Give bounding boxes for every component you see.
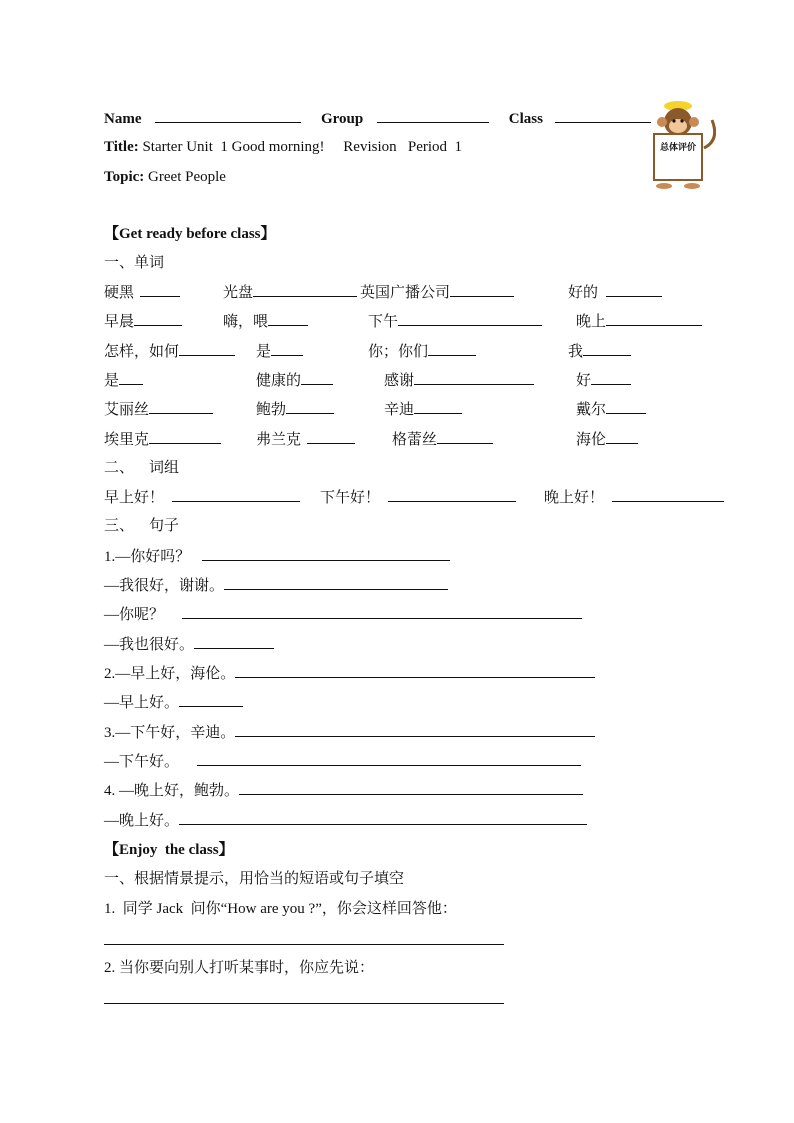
answer-blank[interactable] — [224, 575, 448, 590]
name-field[interactable] — [155, 108, 301, 123]
section-get-ready: 【Get ready before class】 — [104, 226, 276, 242]
answer-blank[interactable] — [172, 487, 300, 502]
word-item: 嗨，喂 — [223, 311, 308, 332]
answer-blank[interactable] — [301, 370, 333, 385]
answer-blank[interactable] — [388, 487, 516, 502]
header-row — [104, 108, 651, 129]
answer-blank[interactable] — [182, 604, 582, 619]
answer-blank[interactable] — [239, 780, 583, 795]
section-enjoy: 【Enjoy the class】 — [104, 842, 234, 858]
title-row — [104, 137, 462, 157]
answer-blank[interactable] — [450, 282, 514, 297]
sentence-item: 1.—你好吗？ — [104, 546, 450, 567]
answer-blank[interactable] — [179, 341, 235, 356]
answer-blank[interactable] — [149, 399, 213, 414]
monkey-tail — [704, 120, 715, 148]
enjoy-item-2: 2. 当你要向别人打听某事时，你应先说： — [104, 960, 375, 976]
word-item: 你；你们 — [368, 341, 476, 362]
phrase-item: 晚上好！ — [544, 487, 724, 508]
sentences-heading: 三、 句子 — [104, 518, 180, 534]
sentence-item: 3.—下午好，辛迪。 — [104, 722, 595, 743]
answer-blank[interactable] — [612, 487, 724, 502]
word-item: 鲍勃 — [256, 399, 334, 420]
word-item: 下午 — [368, 311, 542, 332]
class-label: Class — [508, 111, 543, 127]
sentence-item: —我很好，谢谢。 — [104, 575, 448, 596]
word-item: 早晨 — [104, 311, 182, 332]
word-item: 光盘 — [223, 282, 357, 303]
sentence-item: 4. —晚上好，鲍勃。 — [104, 780, 583, 801]
word-item: 我 — [568, 341, 631, 362]
answer-blank[interactable] — [591, 370, 631, 385]
answer-blank[interactable] — [140, 282, 180, 297]
word-item: 好的 — [568, 282, 662, 303]
answer-blank[interactable] — [307, 429, 355, 444]
sentence-item: —你呢？ — [104, 604, 582, 625]
phrases-heading: 二、 词组 — [104, 460, 180, 476]
phrase-item: 下午好！ — [320, 487, 516, 508]
answer-blank[interactable] — [149, 429, 221, 444]
answer-blank[interactable] — [398, 311, 542, 326]
answer-blank[interactable] — [428, 341, 476, 356]
topic-value: Greet People — [148, 169, 226, 185]
group-field[interactable] — [377, 108, 489, 123]
word-item: 海伦 — [576, 429, 638, 450]
answer-blank[interactable] — [253, 282, 357, 297]
sentence-item: —我也很好。 — [104, 634, 274, 655]
word-item: 怎样，如何 — [104, 341, 235, 362]
class-field[interactable] — [555, 108, 651, 123]
answer-blank[interactable] — [606, 311, 702, 326]
title-value: Starter Unit 1 Good morning! Revision Period 1 — [142, 139, 463, 155]
answer-blank[interactable] — [437, 429, 493, 444]
answer-blank[interactable] — [194, 634, 274, 649]
word-item: 健康的 — [256, 370, 333, 391]
answer-blank[interactable] — [583, 341, 631, 356]
answer-blank[interactable] — [235, 663, 595, 678]
answer-line[interactable] — [104, 944, 504, 945]
name-label: Name — [104, 111, 142, 127]
word-item: 戴尔 — [576, 399, 646, 420]
word-item: 感谢 — [384, 370, 534, 391]
word-item: 是 — [256, 341, 303, 362]
sentence-item: —晚上好。 — [104, 810, 587, 831]
answer-line[interactable] — [104, 1003, 504, 1004]
answer-blank[interactable] — [202, 546, 450, 561]
word-item: 格蕾丝 — [392, 429, 493, 450]
answer-blank[interactable] — [268, 311, 308, 326]
answer-blank[interactable] — [414, 370, 534, 385]
answer-blank[interactable] — [179, 692, 243, 707]
answer-blank[interactable] — [606, 399, 646, 414]
sentence-item: 2.—早上好，海伦。 — [104, 663, 595, 684]
answer-blank[interactable] — [271, 341, 303, 356]
topic-row — [104, 167, 226, 187]
evaluation-board — [654, 134, 702, 180]
word-item: 好 — [576, 370, 631, 391]
answer-blank[interactable] — [606, 429, 638, 444]
title-label: Title: — [104, 139, 139, 155]
enjoy-item-1: 1. 同学 Jack 问你“How are you ?”，你会这样回答他： — [104, 901, 457, 917]
word-item: 英国广播公司 — [360, 282, 514, 303]
word-item: 是 — [104, 370, 143, 391]
word-item: 晚上 — [576, 311, 702, 332]
badge-text: 总体评价 — [659, 143, 697, 153]
answer-blank[interactable] — [235, 722, 595, 737]
answer-blank[interactable] — [134, 311, 182, 326]
sentence-item: —早上好。 — [104, 692, 243, 713]
topic-label: Topic: — [104, 169, 145, 185]
answer-blank[interactable] — [414, 399, 462, 414]
word-item: 埃里克 — [104, 429, 221, 450]
monkey-evaluation-badge — [640, 100, 716, 192]
enjoy-task: 一、根据情景提示，用恰当的短语或句子填空 — [104, 871, 405, 887]
answer-blank[interactable] — [179, 810, 587, 825]
word-item: 弗兰克 — [256, 429, 355, 450]
words-heading: 一、单词 — [104, 255, 165, 271]
answer-blank[interactable] — [197, 751, 581, 766]
group-label: Group — [321, 111, 364, 127]
word-item: 艾丽丝 — [104, 399, 213, 420]
answer-blank[interactable] — [119, 370, 143, 385]
answer-blank[interactable] — [606, 282, 662, 297]
answer-blank[interactable] — [286, 399, 334, 414]
phrase-item: 早上好！ — [104, 487, 300, 508]
word-item: 硬黑 — [104, 282, 180, 303]
word-item: 辛迪 — [384, 399, 462, 420]
sentence-item: —下午好。 — [104, 751, 581, 772]
